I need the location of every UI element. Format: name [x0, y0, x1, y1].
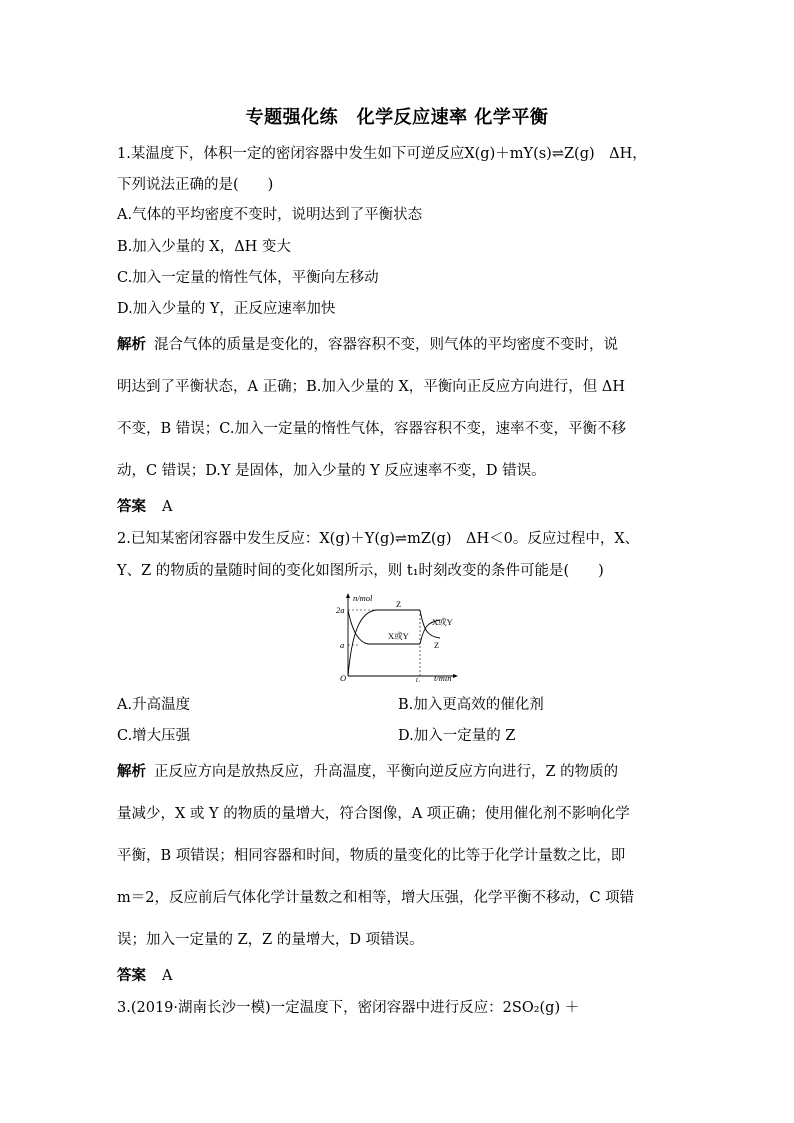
- x-axis-arrow: [453, 674, 458, 678]
- q2-answer: [117, 966, 172, 986]
- q2-explanation-label: 解析: [117, 764, 146, 780]
- q1-answer: [117, 497, 172, 517]
- q2-stem-line1: 2.已知某密闭容器中发生反应：X(g)＋Y(g)⇌mZ(g) ΔH＜0。反应过程中，X、: [117, 531, 640, 547]
- figure-x-label: t/min: [434, 673, 452, 682]
- q1-explanation-line3: 不变，B 错误；C.加入一定量的惰性气体，容器容积不变，速率不变，平衡不移: [117, 421, 626, 437]
- q1-option-d: D.加入少量的 Y，正反应速率加快: [117, 301, 336, 317]
- q2-option-c: C.增大压强: [117, 728, 191, 744]
- q1-explanation-text1: 混合气体的质量是变化的，容器容积不变，则气体的平均密度不变时，说: [154, 337, 618, 353]
- page-title: 专题强化练 化学反应速率 化学平衡: [245, 107, 549, 128]
- figure-label-z-right: Z: [434, 640, 440, 650]
- figure-y-label: n/mol: [353, 593, 373, 603]
- curve-z-before: [348, 610, 420, 676]
- q2-option-a: A.升高温度: [117, 697, 191, 713]
- curve-xy-before: [348, 610, 420, 644]
- q2-option-d: D.加入一定量的 Z: [398, 728, 516, 744]
- q2-option-b: B.加入更高效的催化剂: [398, 697, 544, 713]
- figure-label-xy-right: X或Y: [432, 617, 453, 627]
- q1-explanation-line2: 明达到了平衡状态，A 正确；B.加入少量的 X，平衡向正反应方向进行，但 ΔH: [117, 379, 625, 395]
- q1-answer-label: 答案: [117, 499, 146, 515]
- figure-tick-2a: 2a: [336, 605, 345, 615]
- figure-tick-a: a: [340, 640, 345, 650]
- q2-figure: [336, 592, 460, 682]
- q2-explanation-line2: 量减少，X 或 Y 的物质的量增大，符合图像，A 项正确；使用催化剂不影响化学: [117, 806, 630, 822]
- q1-option-b: B.加入少量的 X，ΔH 变大: [117, 239, 291, 255]
- figure-origin: O: [340, 673, 347, 682]
- q1-stem-line1: 1.某温度下，体积一定的密闭容器中发生如下可逆反应X(g)＋mY(s)⇌Z(g) ΔH，: [117, 146, 647, 162]
- q1-explanation-line4: 动，C 错误；D.Y 是固体，加入少量的 Y 反应速率不变，D 错误。: [117, 463, 546, 479]
- q2-answer-label: 答案: [117, 968, 146, 984]
- figure-label-z-top: Z: [396, 599, 402, 609]
- figure-label-xy-mid: X或Y: [388, 631, 409, 641]
- q2-explanation-line5: 误；加入一定量的 Z，Z 的量增大，D 项错误。: [117, 932, 424, 948]
- q2-explanation-line3: 平衡，B 项错误；相同容器和时间，物质的量变化的比等于化学计量数之比，即: [117, 848, 626, 864]
- q1-answer-value: A: [162, 499, 173, 515]
- q2-explanation-text1: 正反应方向是放热反应，升高温度，平衡向逆反应方向进行，Z 的物质的: [154, 764, 619, 780]
- q2-figure-svg: [336, 592, 460, 682]
- q1-stem-line2: 下列说法正确的是( ): [117, 177, 274, 193]
- y-axis-arrow: [346, 593, 350, 598]
- q2-explanation-line1: [117, 762, 618, 782]
- q1-option-a: A.气体的平均密度不变时，说明达到了平衡状态: [117, 207, 423, 223]
- q1-option-c: C.加入一定量的惰性气体，平衡向左移动: [117, 270, 379, 286]
- q2-explanation-line4: m＝2，反应前后气体化学计量数之和相等，增大压强，化学平衡不移动，C 项错: [117, 890, 635, 906]
- q2-stem-line2: Y、Z 的物质的量随时间的变化如图所示，则 t₁时刻改变的条件可能是( ): [117, 563, 604, 579]
- q2-answer-value: A: [162, 968, 173, 984]
- figure-t1-label: t₁: [416, 676, 421, 682]
- q1-explanation-label: 解析: [117, 337, 146, 353]
- q1-explanation-line1: [117, 335, 618, 355]
- q3-stem-line1: 3.(2019·湖南长沙一模)一定温度下，密闭容器中进行反应：2SO₂(g) ＋: [117, 1000, 580, 1016]
